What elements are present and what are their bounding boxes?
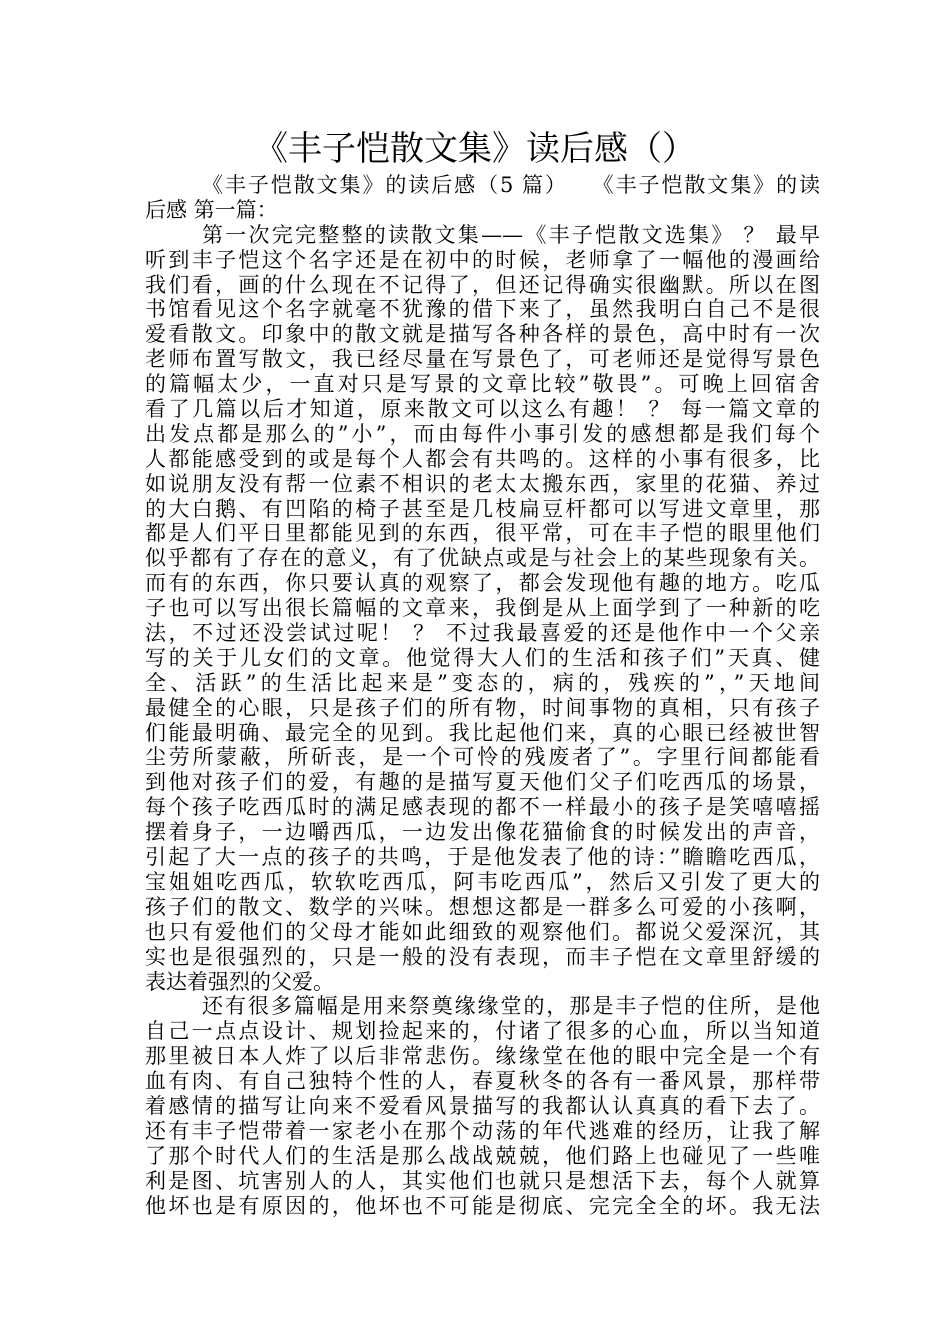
body-line: 还有很多篇幅是用来祭奠缘缘堂的，那是丰子恺的住所，是他 (202, 994, 820, 1019)
body-line: 到他对孩子们的爱，有趣的是描写夏天他们父子们吃西瓜的场景， (145, 770, 820, 795)
body-line: 的篇幅太少，一直对只是写景的文章比较”敬畏”。可晚上回宿舍 (145, 372, 820, 397)
body-line: 还有丰子恺带着一家老小在那个动荡的年代逃难的经历，让我了解 (145, 1118, 820, 1143)
body-line: 出发点都是那么的”小”，而由每件小事引发的感想都是我们每个 (145, 421, 820, 446)
body-line: 看了几篇以后才知道，原来散文可以这么有趣！ ？ 每一篇文章的 (145, 397, 820, 422)
body-line: 爱看散文。印象中的散文就是描写各种各样的景色，高中时有一次 (145, 322, 820, 347)
body-line: 最健全的心眼，只是孩子们的所有物，时间事物的真相，只有孩子 (145, 695, 820, 720)
body-line: 他坏也是有原因的，他坏也不可能是彻底、完完全全的坏。我无法 (145, 1193, 820, 1218)
body-line: 自己一点点设计、规划捡起来的，付诸了很多的心血，所以当知道 (145, 1019, 820, 1044)
body-line: 法，不过还没尝试过呢！ ？ 不过我最喜爱的还是他作中一个父亲 (145, 621, 820, 646)
body-line: 着感情的描写让向来不爱看风景描写的我都认认真真的看下去了。 (145, 1093, 820, 1118)
body-line: 《丰子恺散文集》的读后感（5 篇） 《丰子恺散文集》的读 (202, 173, 820, 197)
body-line: 我们看，画的什么现在不记得了，但还记得确实很幽默。所以在图 (145, 272, 820, 297)
body-line: 尘劳所蒙蔽，所斫丧，是一个可怜的残废者了”。字里行间都能看 (145, 745, 820, 770)
body-line: 实也是很强烈的，只是一般的没有表现，而丰子恺在文章里舒缓的 (145, 944, 820, 969)
body-line: 似乎都有了存在的意义，有了优缺点或是与社会上的某些现象有关。 (145, 546, 820, 571)
body-line: 了那个时代人们的生活是那么战战兢兢，他们路上也碰见了一些唯 (145, 1143, 820, 1168)
body-line: 都是人们平日里都能见到的东西，很平常，可在丰子恺的眼里他们 (145, 521, 820, 546)
body-line: 书馆看见这个名字就毫不犹豫的借下来了，虽然我明白自己不是很 (145, 297, 820, 322)
body-line: 第一次完完整整的读散文集——《丰子恺散文选集》 ？ 最早 (202, 222, 820, 247)
body-line: 写的关于儿女们的文章。他觉得大人们的生活和孩子们”天真、健 (145, 645, 820, 670)
body-line: 血有肉、有自己独特个性的人，春夏秋冬的各有一番风景，那样带 (145, 1069, 820, 1094)
body-line: 后感 第一篇： (145, 197, 278, 222)
body-line: 孩子们的散文、数学的兴味。想想这都是一群多么可爱的小孩啊， (145, 894, 820, 919)
body-line: 听到丰子恺这个名字还是在初中的时候，老师拿了一幅他的漫画给 (145, 247, 820, 272)
body-line: 人都能感受到的或是每个人都会有共鸣的。这样的小事有很多，比 (145, 446, 820, 471)
body-line: 每个孩子吃西瓜时的满足感表现的都不一样最小的孩子是笑嘻嘻摇 (145, 795, 820, 820)
body-line: 全、活跃”的生活比起来是”变态的，病的，残疾的”，”天地间 (145, 670, 820, 695)
body-line: 子也可以写出很长篇幅的文章来，我倒是从上面学到了一种新的吃 (145, 596, 820, 621)
body-line: 表达着强烈的父爱。 (145, 969, 334, 994)
body-line: 宝姐姐吃西瓜，软软吃西瓜，阿韦吃西瓜”，然后又引发了更大的 (145, 869, 820, 894)
body-line: 老师布置写散文，我已经尽量在写景色了，可老师还是觉得写景色 (145, 347, 820, 372)
body-line: 利是图、坑害别人的人，其实他们也就只是想活下去，每个人就算 (145, 1168, 820, 1193)
body-line: 也只有爱他们的父母才能如此细致的观察他们。都说父爱深沉，其 (145, 919, 820, 944)
body-line: 的大白鹅、有凹陷的椅子甚至是几枝扁豆杆都可以写进文章里，那 (145, 496, 820, 521)
document-body (145, 173, 820, 1218)
body-line: 引起了大一点的孩子的共鸣，于是他发表了他的诗：”瞻瞻吃西瓜， (145, 845, 820, 870)
body-line: 摆着身子，一边嚼西瓜，一边发出像花猫偷食的时候发出的声音， (145, 820, 820, 845)
body-line: 而有的东西，你只要认真的观察了，都会发现他有趣的地方。吃瓜 (145, 571, 820, 596)
body-line: 那里被日本人炸了以后非常悲伤。缘缘堂在他的眼中完全是一个有 (145, 1044, 820, 1069)
body-line: 们能最明确、最完全的见到。我比起他们来，真的心眼已经被世智 (145, 720, 820, 745)
document-title: 《丰子恺散文集》读后感（） (254, 129, 696, 169)
body-line: 如说朋友没有帮一位素不相识的老太太搬东西，家里的花猫、养过 (145, 471, 820, 496)
